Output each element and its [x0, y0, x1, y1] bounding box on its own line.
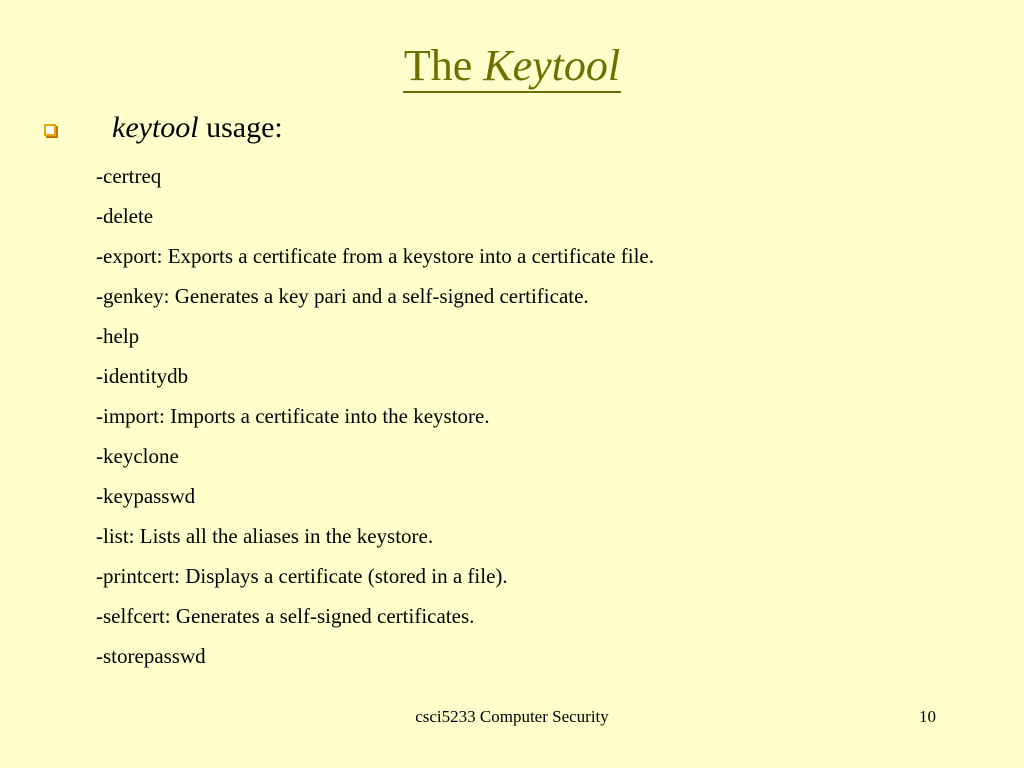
command-item: -keyclone [96, 444, 179, 468]
command-item: -storepasswd [96, 644, 206, 668]
bullet-keyword: keytool [112, 111, 199, 144]
command-item: -identitydb [96, 364, 189, 388]
hollow-square-bullet-icon [44, 124, 56, 136]
page-number: 10 [919, 707, 936, 726]
title-emphasis: Keytool [483, 41, 621, 90]
title-prefix: The [403, 41, 473, 90]
command-item: -delete [96, 204, 154, 228]
command-item: -certreq [96, 164, 162, 188]
command-item: -import: Imports a certificate into the keystore. [96, 404, 490, 428]
slide-title-underlined [403, 41, 621, 93]
command-list [96, 156, 654, 676]
bullet-heading [112, 109, 283, 147]
bullet-rest: usage: [206, 111, 283, 144]
bullet-marker [44, 111, 56, 147]
command-item: -keypasswd [96, 484, 196, 508]
command-item: -export: Exports a certificate from a keystore into a certificate file. [96, 244, 654, 268]
slide-title [0, 38, 1024, 94]
footer-course: csci5233 Computer Security [415, 707, 609, 726]
command-item: -help [96, 324, 140, 348]
command-item: -list: Lists all the aliases in the keystore. [96, 524, 434, 548]
command-item: -genkey: Generates a key pari and a self-signed certificate. [96, 284, 589, 308]
command-item: -printcert: Displays a certificate (stored in a file). [96, 564, 508, 588]
command-item: -selfcert: Generates a self-signed certificates. [96, 604, 475, 628]
